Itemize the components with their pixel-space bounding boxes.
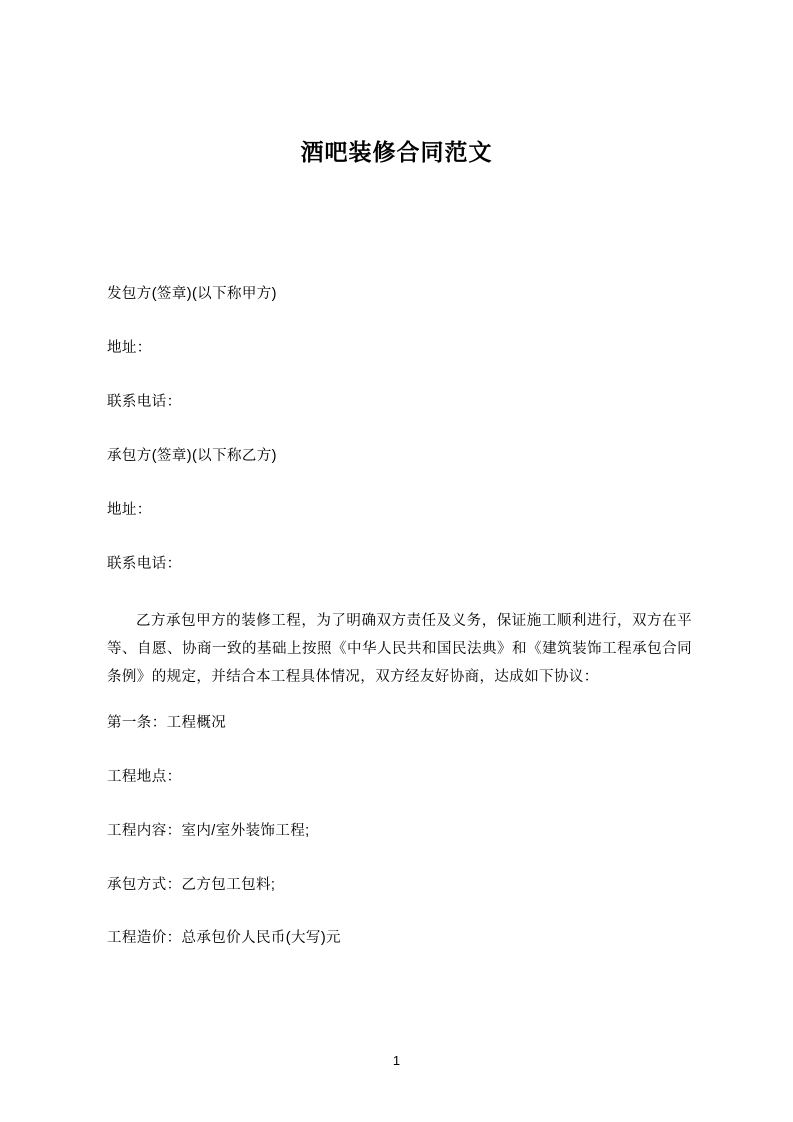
page-title: 酒吧装修合同范文 <box>300 139 493 165</box>
paragraph: 承包方(签章)(以下称乙方) <box>107 447 277 464</box>
document-body <box>107 283 692 981</box>
paragraph: 工程内容：室内/室外装饰工程; <box>107 822 310 839</box>
paragraph: 地址： <box>107 339 152 356</box>
paragraph: 地址： <box>107 501 152 518</box>
page-number: 1 <box>392 1053 401 1068</box>
paragraph: 工程造价：总承包价人民币(大写)元 <box>107 930 341 947</box>
paragraph: 联系电话： <box>107 393 182 410</box>
paragraph: 发包方(签章)(以下称甲方) <box>107 286 277 302</box>
paragraph: 工程地点： <box>107 768 182 785</box>
paragraph: 联系电话： <box>107 555 182 572</box>
paragraph: 乙方承包甲方的装修工程，为了明确双方责任及义务，保证施工顺利进行，双方在平等、自愿、协商一致的基础上按照《中华人民共和国民法典》和《建筑装饰工程承包合同条例》的规定，并结合本工程具体情况，双方经友好协商，达成如下协议： <box>107 612 692 686</box>
paragraph-section-heading: 第一条：工程概况 <box>107 714 227 731</box>
paragraph: 承包方式：乙方包工包料; <box>107 876 276 893</box>
